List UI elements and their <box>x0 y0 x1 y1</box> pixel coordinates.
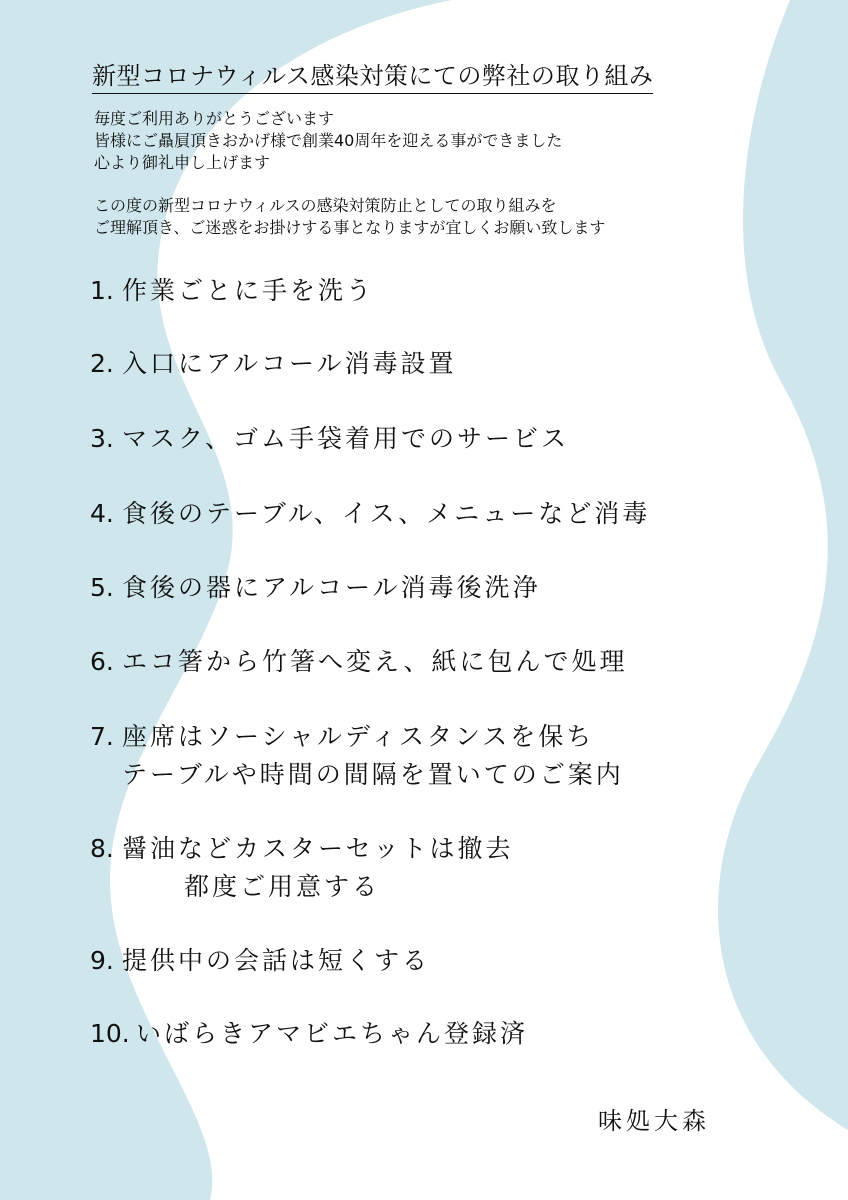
item-text: 醤油などカスターセットは撤去 <box>122 834 514 863</box>
item-number: 2. <box>90 349 114 378</box>
item-text: 入口にアルコール消毒設置 <box>122 349 457 378</box>
greeting-line: 心より御礼申し上げます <box>94 153 271 172</box>
item-continuation: 都度ご用意する <box>184 872 381 901</box>
item-number: 8. <box>90 834 114 863</box>
greeting-line: 皆様にご贔屓頂きおかげ様で創業40周年を迎える事ができました <box>94 131 563 150</box>
item-text: いばらきアマビエちゃん登録済 <box>136 1019 529 1048</box>
item-number: 7. <box>90 722 114 751</box>
page-title: 新型コロナウィルス感染対策にての弊社の取り組み <box>92 60 653 94</box>
item-text: 食後のテーブル、イス、メニューなど消毒 <box>122 499 651 528</box>
notice-paragraph <box>94 195 605 239</box>
list-item <box>90 495 650 533</box>
greeting-line: 毎度ご利用ありがとうございます <box>94 109 335 128</box>
list-item <box>90 420 569 458</box>
item-number: 1. <box>90 276 114 305</box>
greeting-paragraph <box>94 108 562 174</box>
item-text: 食後の器にアルコール消毒後洗浄 <box>122 573 541 602</box>
list-item <box>90 830 514 906</box>
item-text: 座席はソーシャルディスタンスを保ち <box>122 722 595 751</box>
item-text: エコ箸から竹箸へ変え、紙に包んで処理 <box>122 647 628 676</box>
item-number: 6. <box>90 647 114 676</box>
item-text: マスク、ゴム手袋着用でのサービス <box>122 424 570 453</box>
list-item <box>90 718 624 794</box>
list-item <box>90 942 430 980</box>
list-item <box>90 345 457 383</box>
list-item <box>90 643 628 681</box>
item-number: 5. <box>90 573 114 602</box>
item-number: 4. <box>90 499 114 528</box>
item-continuation: テーブルや時間の間隔を置いてのご案内 <box>122 760 624 789</box>
list-item <box>90 272 374 310</box>
list-item <box>90 569 541 607</box>
list-item <box>90 1015 528 1053</box>
item-text: 作業ごとに手を洗う <box>122 276 375 305</box>
item-number: 10. <box>90 1019 130 1048</box>
notice-line: この度の新型コロナウィルスの感染対策防止としての取り組みを <box>94 196 557 215</box>
notice-line: ご理解頂き、ご迷惑をお掛けする事となりますが宜しくお願い致します <box>94 218 606 237</box>
item-text: 提供中の会話は短くする <box>122 946 431 975</box>
item-number: 9. <box>90 946 114 975</box>
item-number: 3. <box>90 424 114 453</box>
shop-signature: 味処大森 <box>598 1107 710 1135</box>
